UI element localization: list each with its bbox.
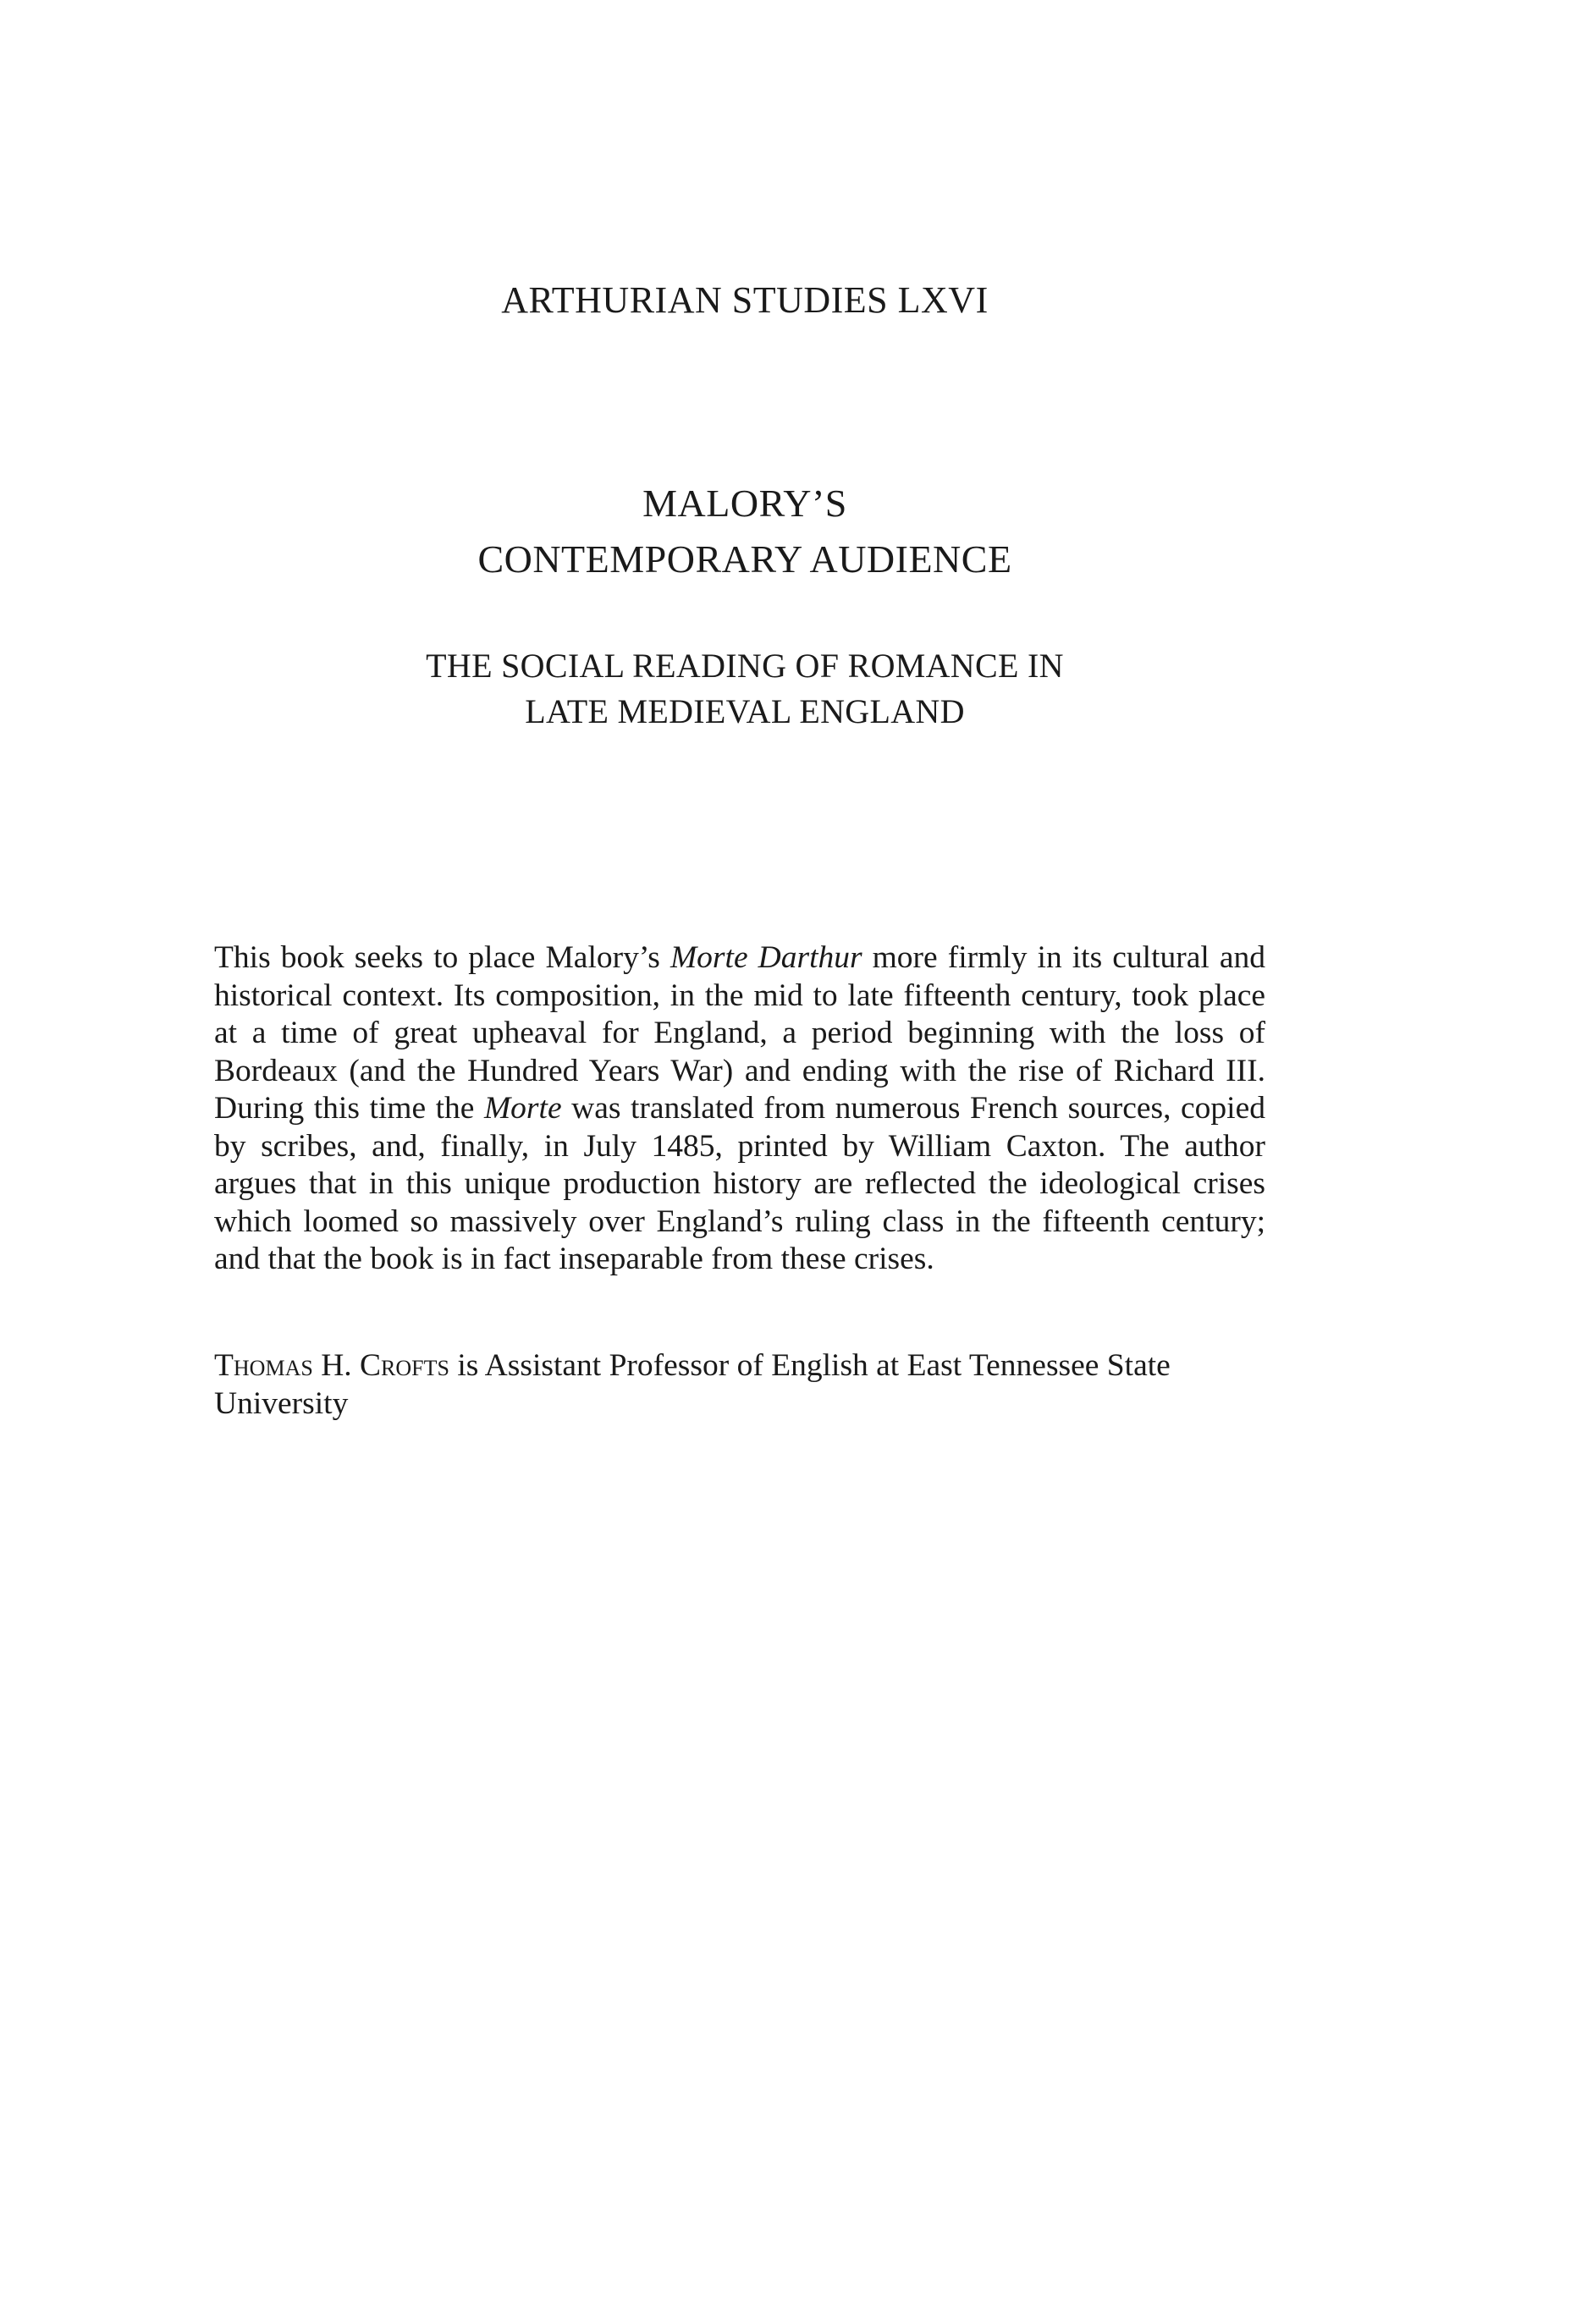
book-title-line-1: MALORY’S: [642, 482, 847, 525]
author-bio: is Assistant Professor of English at East Tennessee State University: [214, 1348, 1171, 1421]
blurb-text-3: was translated from numerous French sources, copied by scribes, and, finally, in July 1485, printed by William Caxton. The author argues that in this unique production history are reflected the ideological crises which loomed so massively over England’s ruling class in the fifteenth century; and that the book is in fact inseparable from these crises.: [214, 1091, 1265, 1276]
series-title: ARTHURIAN STUDIES LXVI: [501, 279, 989, 321]
author-initial: H.: [312, 1348, 361, 1383]
book-subtitle: [0, 643, 1490, 735]
author-last-name: Crofts: [360, 1348, 449, 1383]
book-title: [0, 476, 1490, 587]
book-subtitle-line-1: THE SOCIAL READING OF ROMANCE IN: [426, 647, 1064, 685]
author-first-name: Thomas: [214, 1348, 313, 1383]
blurb-text-2: more firmly in its cultural and historical context. Its composition, in the mid to late fifteenth century, took place at a time of great upheaval for England, a period beginning with the loss of Bordeaux (and the Hundred Years War) and ending with the rise of Richard III. During this time the: [214, 940, 1265, 1126]
blurb-text-1: This book seeks to place Malory’s: [214, 940, 670, 975]
book-description: [214, 939, 1265, 1279]
blurb-italic-short-title: Morte: [483, 1091, 562, 1126]
blurb-italic-title: Morte Darthur: [670, 940, 862, 975]
book-title-line-2: CONTEMPORARY AUDIENCE: [477, 537, 1012, 581]
book-subtitle-line-2: LATE MEDIEVAL ENGLAND: [525, 692, 965, 730]
author-note: [214, 1347, 1265, 1423]
